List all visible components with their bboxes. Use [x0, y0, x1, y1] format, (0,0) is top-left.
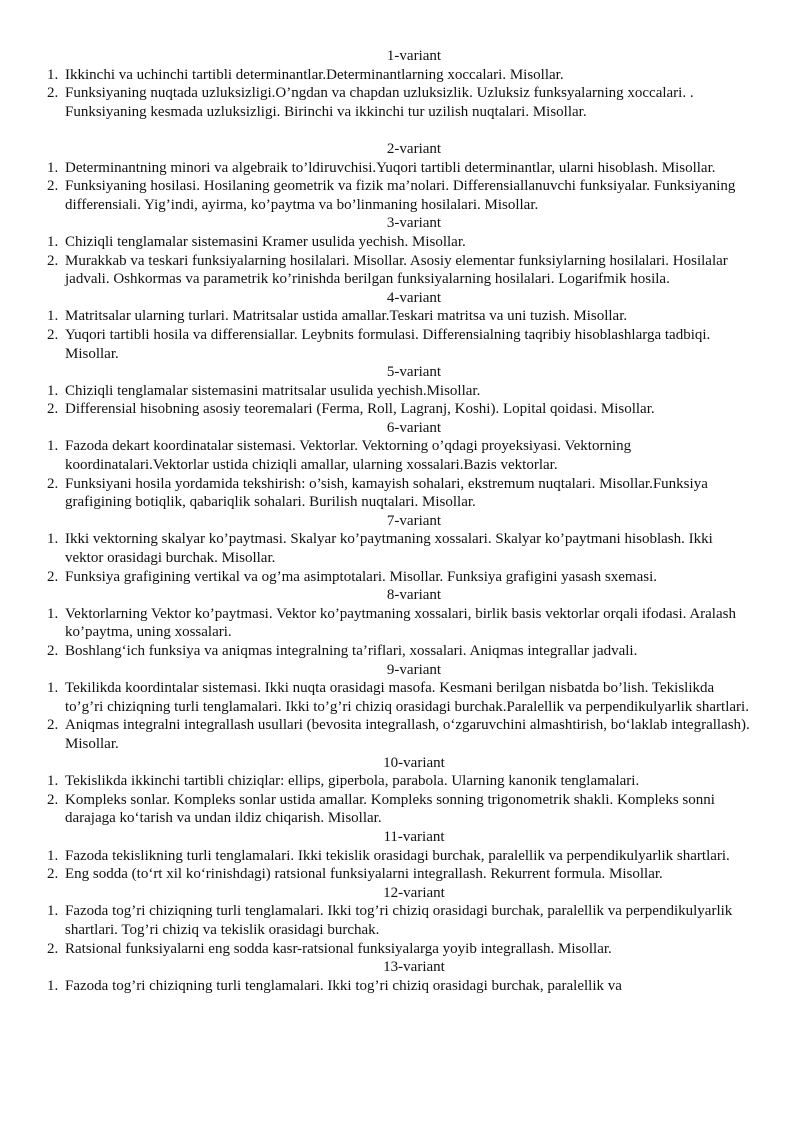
question-text: Boshlang‘ich funksiya va aniqmas integralning ta’riflari, xossalari. Aniqmas integrallar jadvali.	[65, 643, 638, 659]
question-item	[0, 772, 800, 791]
question-list	[0, 307, 800, 363]
question-number: 1.	[47, 66, 59, 83]
question-number: 2.	[47, 791, 59, 808]
question-number: 1.	[47, 847, 59, 864]
question-item	[0, 847, 800, 866]
question-number: 2.	[47, 85, 59, 102]
question-text: Fazoda tog’ri chiziqning turli tenglamalari. Ikki tog’ri chiziq orasidagi burchak, paralellik va perpendikulyarlik shartlari. Tog’ri chiziq va tekislik orasidagi burchak.	[65, 903, 733, 938]
variant-section	[0, 828, 800, 884]
variant-title: 10-variant	[383, 754, 445, 771]
section-gap	[0, 121, 800, 140]
variant-section	[0, 140, 800, 214]
question-number: 1.	[47, 977, 59, 994]
variant-section	[0, 289, 800, 363]
variant-section	[0, 884, 800, 958]
variant-title: 12-variant	[383, 884, 445, 901]
question-item	[0, 940, 800, 959]
question-item	[0, 326, 800, 363]
question-list	[0, 679, 800, 753]
variant-section	[0, 958, 800, 995]
variant-section	[0, 419, 800, 512]
question-list	[0, 437, 800, 511]
question-number: 2.	[47, 717, 59, 734]
variant-title: 5-variant	[386, 364, 442, 381]
question-number: 1.	[47, 308, 59, 325]
variant-section	[0, 214, 800, 288]
question-number: 1.	[47, 773, 59, 790]
question-list	[0, 772, 800, 828]
question-text: Funksiya grafigining vertikal va og’ma asimptotalari. Misollar. Funksiya grafigini yasash sxemasi.	[65, 568, 657, 585]
question-list	[0, 66, 800, 122]
question-number: 1.	[47, 233, 59, 250]
variant-title: 3-variant	[386, 215, 442, 232]
question-list	[0, 977, 800, 996]
question-text: Ikki vektorning skalyar ko’paytmasi. Skalyar ko’paytmaning xossalari. Skalyar ko’paytmani hisoblash. Ikki vektor orasidagi burchak. Misollar.	[65, 531, 713, 567]
variant-title: 11-variant	[383, 828, 445, 845]
question-item	[0, 177, 800, 214]
question-item	[0, 642, 800, 661]
question-text: Fazoda tog’ri chiziqning turli tenglamalari. Ikki tog’ri chiziq orasidagi burchak, paralellik va	[65, 977, 622, 994]
question-item	[0, 84, 800, 121]
question-number: 1.	[47, 159, 59, 176]
question-text: Fazoda tekislikning turli tenglamalari. Ikki tekislik orasidagi burchak, paralellik va perpendikulyarlik shartlari.	[65, 847, 730, 864]
question-text: Matritsalar ularning turlari. Matritsalar ustida amallar.Teskari matritsa va uni tuzish. Misollar.	[65, 308, 628, 325]
variant-section	[0, 661, 800, 754]
question-number: 2.	[47, 401, 59, 418]
question-item	[0, 716, 800, 753]
question-text: Determinantning minori va algebraik to’ldiruvchisi.Yuqori tartibli determinantlar, ularni hisoblash. Misollar.	[65, 159, 716, 176]
question-item	[0, 679, 800, 716]
variant-title: 2-variant	[386, 140, 442, 157]
question-number: 2.	[47, 326, 59, 343]
question-text: Differensial hisobning asosiy teoremalari (Ferma, Roll, Lagranj, Koshi). Lopital qoidasi. Misollar.	[65, 401, 655, 418]
question-number: 1.	[47, 903, 59, 920]
variant-section	[0, 363, 800, 419]
variant-section	[0, 47, 800, 121]
question-item	[0, 530, 800, 567]
variant-title: 4-variant	[386, 289, 442, 306]
question-text: Murakkab va teskari funksiyalarning hosilalari. Misollar. Asosiy elementar funksiylarning hosilalari. Hosilalar jadvali. Oshkormas va parametrik ko’rinishda berilgan funksiyalarning hosilalari. Logarifmik hosila.	[65, 252, 728, 288]
question-text: Funksiyani hosila yordamida tekshirish: o’sish, kamayish sohalari, ekstremum nuqtalari. Misollar.Funksiya grafigining botiqlik, qabariqlik sohalari. Burilish nuqtalari. Misollar.	[65, 475, 708, 511]
question-number: 1.	[47, 531, 59, 548]
document-page	[0, 47, 800, 995]
question-list	[0, 605, 800, 661]
question-text: Funksiyaning hosilasi. Hosilaning geometrik va fizik ma’nolari. Differensiallanuvchi funksiyalar. Funksiyaning differensiali. Yig’indi, ayirma, ko’paytma va bo’linmaning hosilalari. Misollar.	[65, 178, 736, 213]
question-text: Vektorlarning Vektor ko’paytmasi. Vektor ko’paytmaning xossalari, birlik basis vektorlar orqali ifodasi. Aralash ko’paytma, uning xossalari.	[65, 605, 736, 641]
question-number: 1.	[47, 438, 59, 455]
question-list	[0, 159, 800, 215]
question-item	[0, 977, 800, 996]
question-text: Yuqori tartibli hosila va differensiallar. Leybnits formulasi. Differensialning taqribiy hisoblashlarga tadbiqi. Misollar.	[65, 326, 711, 362]
question-item	[0, 382, 800, 401]
variant-title: 6-variant	[386, 419, 442, 436]
question-number: 2.	[47, 178, 59, 195]
variant-section	[0, 512, 800, 586]
question-item	[0, 66, 800, 85]
question-text: Fazoda dekart koordinatalar sistemasi. Vektorlar. Vektorning o’qdagi proyeksiyasi. Vektorning koordinatalari.Vektorlar ustida chiziqli amallar, ularning xossalari.Bazis vektorlar.	[65, 438, 632, 474]
question-item	[0, 865, 800, 884]
question-item	[0, 437, 800, 474]
question-text: Funksiyaning nuqtada uzluksizligi.O’ngdan va chapdan uzluksizlik. Uzluksiz funksyalarning xoccalari. . Funksiyaning kesmada uzluksizligi. Birinchi va ikkinchi tur uzilish nuqtalari. Misollar.	[65, 85, 694, 120]
question-text: Eng sodda (to‘rt xil ko‘rinishdagi) ratsional funksiyalarni integrallash. Rekurrent formula. Misollar.	[65, 866, 663, 883]
question-text: Ikkinchi va uchinchi tartibli determinantlar.Determinantlarning xoccalari. Misollar.	[65, 66, 564, 83]
variant-title: 13-variant	[383, 959, 445, 976]
question-number: 2.	[47, 568, 59, 585]
question-number: 2.	[47, 643, 59, 659]
question-item	[0, 568, 800, 587]
question-text: Ratsional funksiyalarni eng sodda kasr-ratsional funksiyalarga yoyib integrallash. Misollar.	[65, 940, 612, 957]
question-item	[0, 307, 800, 326]
question-text: Kompleks sonlar. Kompleks sonlar ustida amallar. Kompleks sonning trigonometrik shakli. Kompleks sonni darajaga ko‘tarish va undan ildiz chiqarish. Misollar.	[65, 791, 715, 827]
question-list	[0, 530, 800, 586]
question-item	[0, 233, 800, 252]
question-text: Chiziqli tenglamalar sistemasini matritsalar usulida yechish.Misollar.	[65, 382, 481, 399]
question-item	[0, 791, 800, 828]
question-number: 2.	[47, 252, 59, 269]
question-number: 1.	[47, 605, 59, 622]
question-list	[0, 233, 800, 289]
variant-title: 7-variant	[386, 512, 442, 529]
question-item	[0, 475, 800, 512]
variant-title: 1-variant	[386, 48, 442, 64]
question-number: 1.	[47, 382, 59, 399]
variant-title: 9-variant	[386, 661, 442, 678]
question-text: Chiziqli tenglamalar sistemasini Kramer usulida yechish. Misollar.	[65, 233, 466, 250]
question-item	[0, 159, 800, 178]
variant-section	[0, 754, 800, 828]
variant-section	[0, 586, 800, 660]
question-list	[0, 847, 800, 884]
question-list	[0, 382, 800, 419]
question-list	[0, 902, 800, 958]
question-number: 1.	[47, 680, 59, 697]
question-item	[0, 252, 800, 289]
question-number: 2.	[47, 866, 59, 883]
variant-title: 8-variant	[386, 587, 442, 604]
question-text: Aniqmas integralni integrallash usullari (bevosita integrallash, o‘zgaruvchini almashtirish, bo‘laklab integrallash). Misollar.	[65, 717, 750, 752]
question-item	[0, 400, 800, 419]
question-number: 2.	[47, 475, 59, 492]
question-item	[0, 605, 800, 642]
question-number: 2.	[47, 940, 59, 957]
question-item	[0, 902, 800, 939]
question-text: Tekilikda koordintalar sistemasi. Ikki nuqta orasidagi masofa. Kesmani berilgan nisbatda bo’lish. Tekislikda to’g’ri chiziqning turli tenglamalari. Ikki to’g’ri chiziq orasidagi burchak.Paralellik va perpendikulyarlik shartlari.	[65, 680, 749, 715]
question-text: Tekislikda ikkinchi tartibli chiziqlar: ellips, giperbola, parabola. Ularning kanonik tenglamalari.	[65, 773, 640, 790]
